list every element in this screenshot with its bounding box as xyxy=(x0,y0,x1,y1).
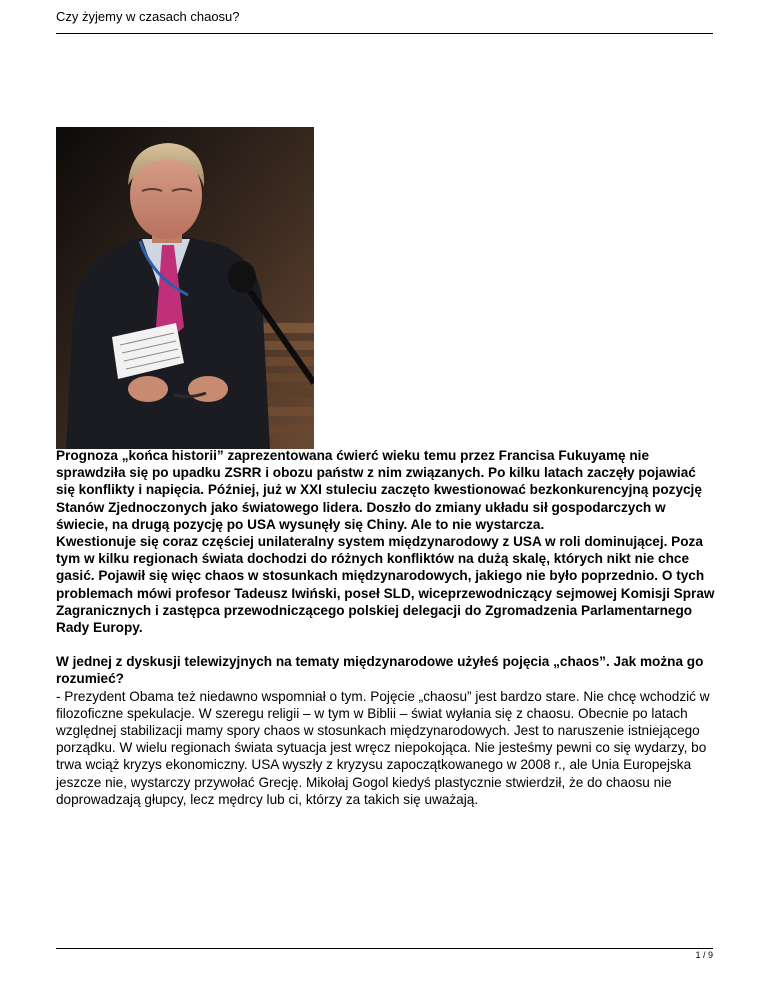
lead-paragraph: Kwestionuje się coraz częściej unilateralny system międzynarodowy z USA w roli dominującej. Poza tym w kilku regionach świata dochodzi do różnych konfliktów na dużą skalę, których nikt nie chce gasić. Pojawił się więc chaos w stosunkach międzynarodowych, jakiego nie było poprzednio. O tych problemach mówi profesor Tadeusz Iwiński, poseł SLD, wiceprzewodniczący sejmowej Komisji Spraw Zagranicznych i zastępca przewodniczącego polskiej delegacji do Zgromadzenia Parlamentarnego Rady Europy. xyxy=(56,534,715,636)
interview-answer: - Prezydent Obama też niedawno wspomniał o tym. Pojęcie „chaosu” jest bardzo stare. Nie chcę wchodzić w filozoficzne spekulacje. W szeregu religii – w tym w Biblii – świat wyłania się z chaosu. Obecnie po latach względnej stabilizacji mamy spory chaos w stosunkach międzynarodowych. Jest to naruszenie istniejącego porządku. W wielu regionach świata sytuacja jest wręcz niepokojąca. Nie jesteśmy pewni co się wydarzy, bo trwa wciąż kryzys ekonomiczny. USA wyszły z kryzysu zapoczątkowanego w 2008 r., ale Unia Europejska jeszcze nie, wystarczy przywołać Grecję. Mikołaj Gogol kiedyś plastycznie stwierdził, że do chaosu nie doprowadzają głupcy, lecz mędrcy lub ci, którzy za takich się uważają. xyxy=(56,688,710,807)
footer-divider xyxy=(56,948,713,949)
header-divider xyxy=(56,33,713,34)
lead-paragraph: Prognoza „końca historii” zaprezentowana ćwierć wieku temu przez Francisa Fukuyamę nie sprawdziła się po upadku ZSRR i obozu państw z nim związanych. Po kilku latach zaczęły pojawiać się konflikty i napięcia. Później, już w XXI stuleciu zaczęto kwestionować bezkonkurencyjną pozycję Stanów Zjednoczonych jako światowego lidera. Doszło do zmiany układu sił gospodarczych w świecie, na drugą pozycję po USA wysunęły się Chiny. Ale to nie wystarcza. xyxy=(56,448,702,532)
article-photo xyxy=(56,127,314,449)
document-title: Czy żyjemy w czasach chaosu? xyxy=(56,9,240,24)
article-body xyxy=(56,447,716,808)
interview-question: W jednej z dyskusji telewizyjnych na tematy międzynarodowe użyłeś pojęcia „chaos”. Jak można go rozumieć? xyxy=(56,654,704,687)
page-number: 1 / 9 xyxy=(695,950,713,960)
